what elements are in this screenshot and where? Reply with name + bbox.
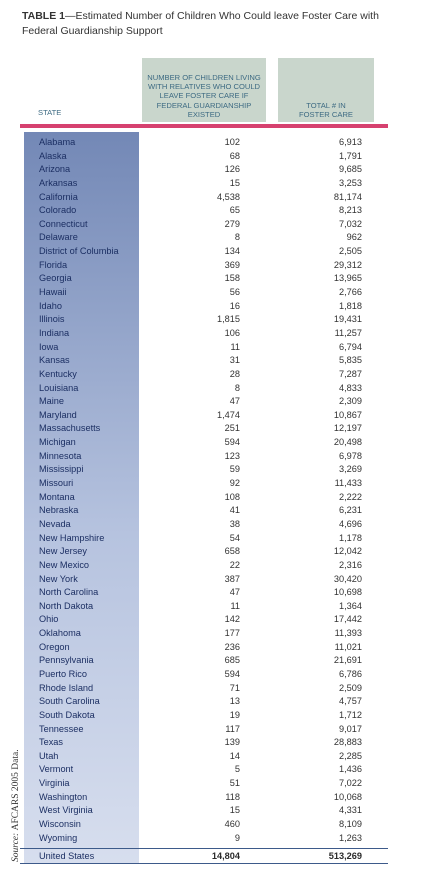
foster-total: 10,068 xyxy=(333,791,362,802)
foster-total: 7,287 xyxy=(339,368,362,379)
table-row xyxy=(24,382,388,396)
table-row xyxy=(24,777,388,791)
table-row xyxy=(24,286,388,300)
table-row xyxy=(24,150,388,164)
foster-total: 1,791 xyxy=(339,150,362,161)
children-count: 658 xyxy=(224,546,240,557)
children-count: 71 xyxy=(229,682,240,693)
table-row xyxy=(24,354,388,368)
source-text: AFCARS 2005 Data. xyxy=(11,749,21,831)
foster-total: 11,257 xyxy=(334,327,362,338)
children-count: 1,815 xyxy=(217,314,240,325)
foster-total: 2,509 xyxy=(339,682,362,693)
foster-total: 12,197 xyxy=(333,423,362,434)
children-count: 177 xyxy=(224,628,240,639)
children-count: 8 xyxy=(234,232,240,243)
table-row xyxy=(24,723,388,737)
table-row xyxy=(24,395,388,409)
table-row xyxy=(24,545,388,559)
table-row xyxy=(24,600,388,614)
table-title-text: —Estimated Number of Children Who Could leave Foster Care with Federal Guardianship Support xyxy=(22,10,379,37)
table-row xyxy=(24,463,388,477)
table-row xyxy=(24,668,388,682)
state-name: New York xyxy=(39,573,78,584)
children-count: 251 xyxy=(224,423,240,434)
children-count: 28 xyxy=(229,368,240,379)
foster-total: 6,978 xyxy=(339,450,362,461)
table-row xyxy=(24,191,388,205)
foster-total: 3,269 xyxy=(339,464,362,475)
children-count: 126 xyxy=(224,164,240,175)
state-name: Mississippi xyxy=(39,464,84,475)
foster-total: 11,021 xyxy=(334,641,362,652)
state-name: Virginia xyxy=(39,778,70,789)
foster-total: 9,017 xyxy=(339,723,362,734)
foster-total: 1,178 xyxy=(339,532,362,543)
state-name: Illinois xyxy=(39,314,65,325)
table-row xyxy=(24,532,388,546)
state-name: Iowa xyxy=(39,341,59,352)
header-state: STATE xyxy=(38,108,62,117)
table-row xyxy=(24,627,388,641)
children-count: 369 xyxy=(224,259,240,270)
children-count: 123 xyxy=(224,450,240,461)
table-row xyxy=(24,750,388,764)
state-name: Massachusetts xyxy=(39,423,101,434)
foster-total: 5,835 xyxy=(339,355,362,366)
table-row xyxy=(24,586,388,600)
foster-total: 81,174 xyxy=(333,191,362,202)
state-name: New Hampshire xyxy=(39,532,105,543)
table-row xyxy=(24,136,388,150)
table-title xyxy=(22,9,402,39)
table-row xyxy=(24,245,388,259)
state-name: Nebraska xyxy=(39,505,79,516)
children-count: 460 xyxy=(224,819,240,830)
children-count: 47 xyxy=(229,396,240,407)
children-count: 134 xyxy=(224,246,240,257)
table-row xyxy=(24,231,388,245)
source-label: Source: xyxy=(11,832,21,862)
table-row xyxy=(24,313,388,327)
state-name: Washington xyxy=(39,791,88,802)
foster-total: 4,757 xyxy=(339,696,362,707)
table-title-label: TABLE 1 xyxy=(22,10,65,22)
foster-total: 2,285 xyxy=(339,750,362,761)
foster-total: 1,712 xyxy=(339,709,362,720)
state-name: Florida xyxy=(39,259,68,270)
children-count: 65 xyxy=(229,205,240,216)
state-name: West Virginia xyxy=(39,805,93,816)
table-row xyxy=(24,409,388,423)
table-row xyxy=(24,477,388,491)
children-count: 15 xyxy=(229,177,240,188)
children-count: 13 xyxy=(229,696,240,707)
foster-total: 4,833 xyxy=(339,382,362,393)
children-count: 106 xyxy=(224,327,240,338)
foster-total: 21,691 xyxy=(333,655,362,666)
children-count: 92 xyxy=(229,478,240,489)
total-children-value: 14,804 xyxy=(211,851,240,861)
children-count: 236 xyxy=(224,641,240,652)
children-count: 1,474 xyxy=(217,409,240,420)
children-count: 4,538 xyxy=(217,191,240,202)
state-name: Arkansas xyxy=(39,177,78,188)
table-row xyxy=(24,177,388,191)
children-count: 102 xyxy=(224,137,240,147)
table-row xyxy=(24,736,388,750)
children-count: 47 xyxy=(229,587,240,598)
children-count: 56 xyxy=(229,287,240,298)
table-row xyxy=(24,368,388,382)
header-divider xyxy=(20,124,388,128)
state-name: Connecticut xyxy=(39,218,88,229)
foster-total: 8,109 xyxy=(339,819,362,830)
children-count: 387 xyxy=(224,573,240,584)
foster-total: 1,436 xyxy=(339,764,362,775)
table-row xyxy=(24,504,388,518)
children-count: 118 xyxy=(225,791,240,802)
state-name: Alabama xyxy=(39,137,76,147)
foster-total: 12,042 xyxy=(333,546,362,557)
state-name: Kansas xyxy=(39,355,70,366)
total-bottom-rule xyxy=(20,863,388,864)
children-count: 158 xyxy=(224,273,240,284)
children-count: 11 xyxy=(230,341,240,352)
state-name: North Carolina xyxy=(39,587,99,598)
table-row xyxy=(24,491,388,505)
table-row xyxy=(24,573,388,587)
foster-total: 1,263 xyxy=(339,832,362,843)
foster-total: 6,913 xyxy=(339,137,362,147)
table-row xyxy=(24,259,388,273)
foster-total: 20,498 xyxy=(333,437,362,448)
state-name: Indiana xyxy=(39,327,70,338)
state-name: Louisiana xyxy=(39,382,79,393)
table-row xyxy=(24,791,388,805)
foster-total: 6,231 xyxy=(339,505,362,516)
foster-total: 2,222 xyxy=(339,491,362,502)
children-count: 41 xyxy=(229,505,240,516)
state-name: Vermont xyxy=(39,764,74,775)
table-row xyxy=(24,300,388,314)
foster-total: 17,442 xyxy=(333,614,362,625)
children-count: 9 xyxy=(234,832,240,843)
table-row xyxy=(24,832,388,846)
state-name: Maine xyxy=(39,396,65,407)
header-col1-text: NUMBER OF CHILDREN LIVING WITH RELATIVES WHO COULD LEAVE FOSTER CARE IF FEDERAL GUARDIANSHIP EXISTED xyxy=(147,72,261,119)
children-count: 8 xyxy=(234,382,240,393)
state-name: Missouri xyxy=(39,478,74,489)
table-row xyxy=(24,327,388,341)
table-row xyxy=(24,422,388,436)
foster-total: 13,965 xyxy=(333,273,362,284)
foster-total: 8,213 xyxy=(339,205,362,216)
table-row xyxy=(24,436,388,450)
table-row xyxy=(24,341,388,355)
foster-total: 1,818 xyxy=(339,300,362,311)
foster-total: 2,316 xyxy=(339,559,362,570)
state-name: Rhode Island xyxy=(39,682,94,693)
table-row xyxy=(24,654,388,668)
children-count: 594 xyxy=(224,668,240,679)
state-name: South Dakota xyxy=(39,709,95,720)
state-name: Delaware xyxy=(39,232,78,243)
foster-total: 30,420 xyxy=(333,573,362,584)
header-total-foster-care xyxy=(278,58,374,122)
state-name: Maryland xyxy=(39,409,77,420)
children-count: 594 xyxy=(224,437,240,448)
state-name: Colorado xyxy=(39,205,77,216)
children-count: 51 xyxy=(229,778,240,789)
table-row xyxy=(24,518,388,532)
table-row xyxy=(24,272,388,286)
state-name: Idaho xyxy=(39,300,62,311)
state-name: Georgia xyxy=(39,273,72,284)
table-body xyxy=(24,136,388,845)
foster-total: 1,364 xyxy=(339,600,362,611)
foster-total: 10,698 xyxy=(333,587,362,598)
children-count: 142 xyxy=(224,614,240,625)
foster-total: 10,867 xyxy=(333,409,362,420)
state-name: Arizona xyxy=(39,164,71,175)
children-count: 59 xyxy=(229,464,240,475)
table-row xyxy=(24,682,388,696)
total-top-rule xyxy=(20,848,388,849)
foster-total: 11,393 xyxy=(334,628,362,639)
table-row xyxy=(24,695,388,709)
state-name: Minnesota xyxy=(39,450,82,461)
foster-total: 2,766 xyxy=(339,287,362,298)
children-count: 19 xyxy=(229,709,240,720)
state-name: New Jersey xyxy=(39,546,87,557)
foster-total: 7,022 xyxy=(339,778,362,789)
table-row xyxy=(24,163,388,177)
foster-total: 962 xyxy=(346,232,362,243)
total-label: United States xyxy=(39,851,95,861)
total-foster-value: 513,269 xyxy=(328,851,362,861)
state-name: Texas xyxy=(39,737,63,748)
total-row xyxy=(24,850,388,863)
children-count: 11 xyxy=(230,600,240,611)
table-row xyxy=(24,709,388,723)
children-count: 117 xyxy=(225,723,240,734)
foster-total: 4,331 xyxy=(339,805,362,816)
children-count: 5 xyxy=(234,764,240,775)
state-name: District of Columbia xyxy=(39,246,119,257)
children-count: 31 xyxy=(229,355,240,366)
state-name: Utah xyxy=(39,750,59,761)
foster-total: 3,253 xyxy=(339,177,362,188)
children-count: 38 xyxy=(229,518,240,529)
state-name: Hawaii xyxy=(39,287,67,298)
foster-total: 4,696 xyxy=(339,518,362,529)
children-count: 22 xyxy=(229,559,240,570)
foster-total: 29,312 xyxy=(333,259,362,270)
table-row xyxy=(24,641,388,655)
state-name: Pennsylvania xyxy=(39,655,94,666)
children-count: 685 xyxy=(224,655,240,666)
state-name: Kentucky xyxy=(39,368,77,379)
children-count: 68 xyxy=(229,150,240,161)
children-count: 16 xyxy=(229,300,240,311)
table-row xyxy=(24,763,388,777)
table-row xyxy=(24,804,388,818)
foster-total: 2,309 xyxy=(339,396,362,407)
state-name: Tennessee xyxy=(39,723,84,734)
table-row xyxy=(24,559,388,573)
table-row xyxy=(24,450,388,464)
foster-total: 28,883 xyxy=(333,737,362,748)
foster-total: 9,685 xyxy=(339,164,362,175)
header-col2-text: TOTAL # IN FOSTER CARE xyxy=(298,100,353,119)
foster-total: 19,431 xyxy=(333,314,362,325)
state-name: Ohio xyxy=(39,614,59,625)
children-count: 108 xyxy=(224,491,240,502)
table-row xyxy=(24,818,388,832)
table-row xyxy=(24,218,388,232)
state-name: Oregon xyxy=(39,641,70,652)
state-name: South Carolina xyxy=(39,696,100,707)
state-name: Oklahoma xyxy=(39,628,81,639)
state-name: Alaska xyxy=(39,150,67,161)
state-name: Wisconsin xyxy=(39,819,81,830)
header-children-with-relatives xyxy=(142,58,266,122)
children-count: 279 xyxy=(224,218,240,229)
foster-total: 6,786 xyxy=(339,668,362,679)
children-count: 139 xyxy=(224,737,240,748)
state-name: New Mexico xyxy=(39,559,90,570)
state-name: California xyxy=(39,191,78,202)
source-note xyxy=(11,749,21,862)
state-name: Michigan xyxy=(39,437,76,448)
children-count: 15 xyxy=(229,805,240,816)
table-row xyxy=(24,204,388,218)
state-name: Nevada xyxy=(39,518,71,529)
foster-total: 11,433 xyxy=(334,478,362,489)
state-name: Wyoming xyxy=(39,832,78,843)
state-name: North Dakota xyxy=(39,600,94,611)
foster-total: 6,794 xyxy=(339,341,362,352)
state-name: Puerto Rico xyxy=(39,668,88,679)
foster-total: 7,032 xyxy=(339,218,362,229)
foster-total: 2,505 xyxy=(339,246,362,257)
table-row xyxy=(24,613,388,627)
state-name: Montana xyxy=(39,491,75,502)
children-count: 14 xyxy=(229,750,240,761)
children-count: 54 xyxy=(229,532,240,543)
